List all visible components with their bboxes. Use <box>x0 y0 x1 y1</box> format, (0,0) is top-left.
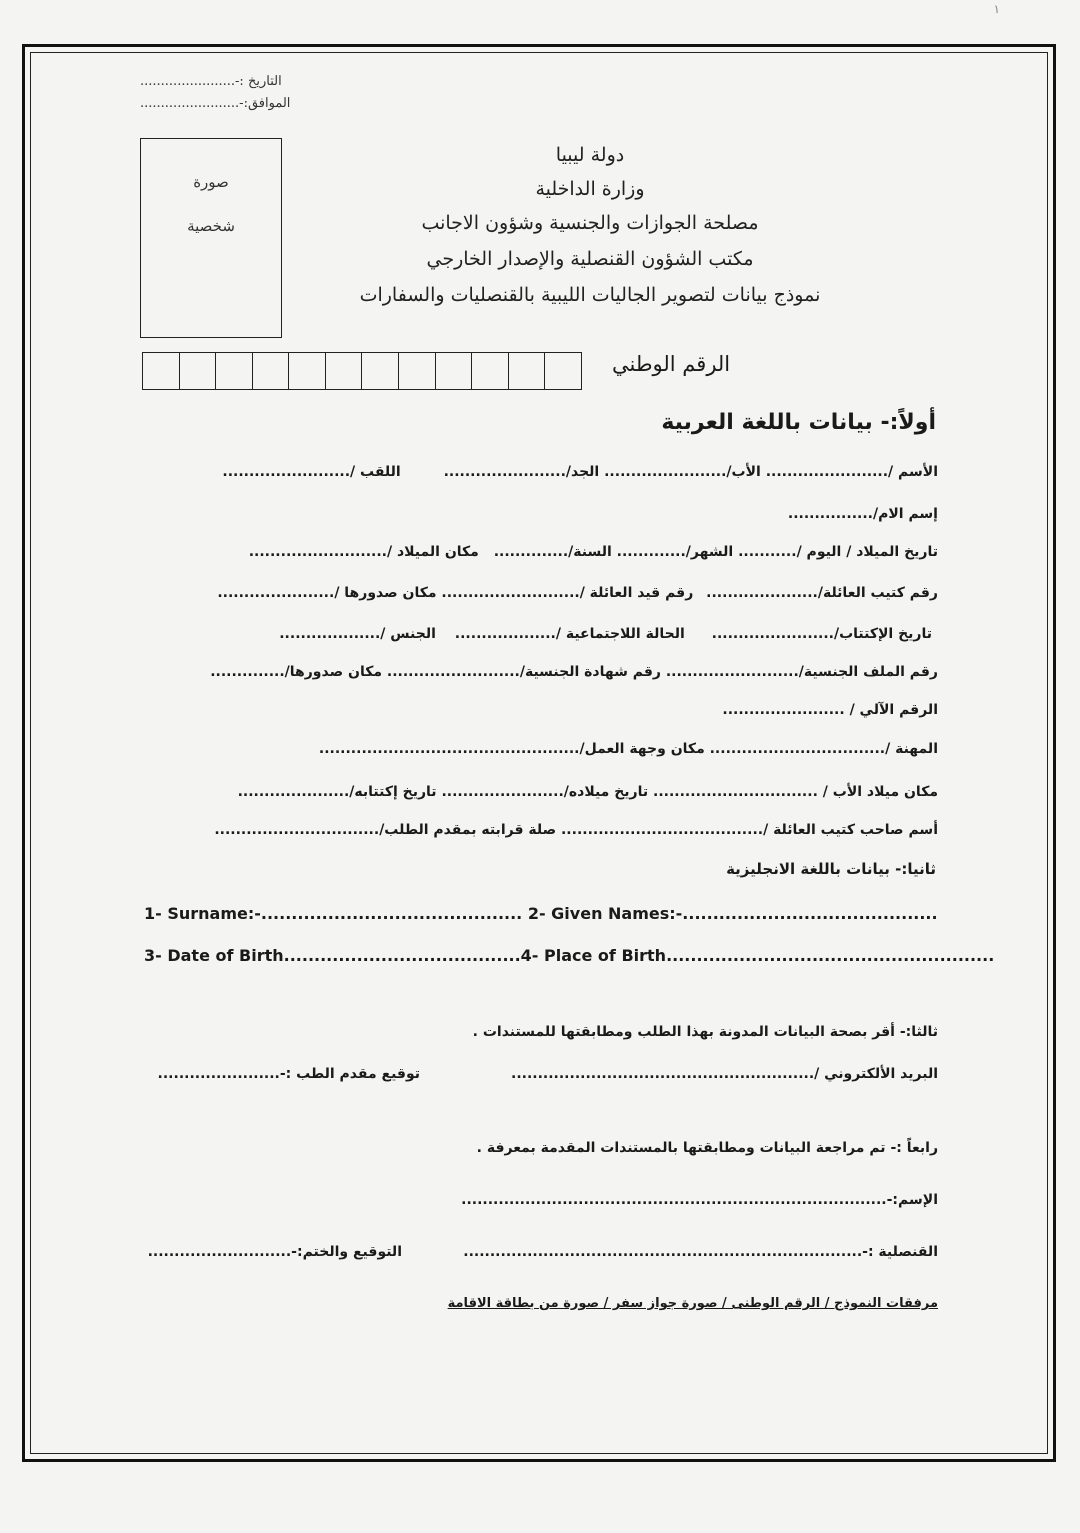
page-corner-mark: ١ <box>993 2 1000 16</box>
mother-name-field[interactable]: إسم الام/................ <box>787 506 938 522</box>
birth-day-field[interactable]: تاريخ الميلاد / اليوم /........... <box>738 544 938 560</box>
reviewer-name-field[interactable]: الإسم:-................................................................................ <box>461 1192 938 1208</box>
family-book-issue-place-field[interactable]: مكان صدورها /...................... <box>217 585 437 601</box>
row-book-holder[interactable] <box>214 822 938 838</box>
header-form-title: نموذج بيانات لتصوير الجاليات الليبية بالقنصليات والسفارات <box>359 284 821 306</box>
photo-label-line2: شخصية <box>187 217 235 235</box>
section1-title: أولاً:- بيانات باللغة العربية <box>661 410 936 435</box>
birth-place-field[interactable]: مكان الميلاد /.......................... <box>248 544 479 560</box>
national-id-label: الرقم الوطني <box>612 352 731 376</box>
header-country: دولة ليبيا <box>555 144 625 166</box>
grandfather-name-field[interactable]: الجد/....................... <box>443 464 600 480</box>
nationality-file-number-field[interactable]: رقم الملف الجنسية/......................... <box>665 664 938 680</box>
row-subscription[interactable] <box>279 626 932 642</box>
marital-status-field[interactable]: الحالة اللاجتماعية /................... <box>454 626 685 642</box>
header-authority: مصلحة الجوازات والجنسية وشؤون الاجانب <box>421 212 759 234</box>
row-automated-number[interactable] <box>722 702 938 718</box>
header-ministry: وزارة الداخلية <box>535 178 645 200</box>
applicant-signature-field[interactable]: توقيع مقدم الطب :-....................... <box>157 1066 420 1082</box>
gender-field[interactable]: الجنس /................... <box>279 626 436 642</box>
birth-month-field[interactable]: الشهر/............. <box>616 544 734 560</box>
birth-year-field[interactable]: السنة/.............. <box>493 544 612 560</box>
automated-number-field[interactable]: الرقم الآلي / ....................... <box>722 702 938 718</box>
workplace-field[interactable]: مكان وجهة العمل/................................................. <box>318 741 705 757</box>
father-birthdate-field[interactable]: تاريخ ميلاده/....................... <box>441 784 649 800</box>
date-field: التاريخ :-....................... <box>140 74 282 89</box>
family-book-number-field[interactable]: رقم كتيب العائلة/..................... <box>706 585 938 601</box>
row-mother[interactable] <box>788 506 938 522</box>
signature-stamp-field[interactable]: التوقيع والختم:-........................... <box>147 1244 402 1260</box>
consulate-field[interactable]: القنصلية :-........................................................................... <box>463 1244 938 1260</box>
row-names[interactable] <box>222 464 938 480</box>
profession-field[interactable]: المهنة /................................. <box>709 741 938 757</box>
row-nationality[interactable] <box>210 664 938 680</box>
photo-label-line1: صورة <box>193 173 229 191</box>
family-record-number-field[interactable]: رقم قيد العائلة /.......................... <box>441 585 694 601</box>
row-birth[interactable] <box>249 544 938 560</box>
national-id-boxes[interactable] <box>142 352 582 390</box>
photo-box <box>140 138 282 338</box>
email-field[interactable]: البريد الألكتروني /......................................................... <box>511 1066 938 1082</box>
family-book-holder-field[interactable]: أسم صاحب كتيب العائلة /...................................... <box>560 822 938 838</box>
row-profession[interactable] <box>319 741 938 757</box>
section2-title: ثانيا:- بيانات باللغة الانجليزية <box>726 860 936 878</box>
subscription-date-field[interactable]: تاريخ الإكتتاب/....................... <box>711 626 932 642</box>
attachments-note: مرفقات النموذج / الرقم الوطنى / صورة جواز سفر / صورة من بطاقة الاقامة <box>447 1296 938 1311</box>
header-office: مكتب الشؤون القنصلية والإصدار الخارجي <box>426 248 754 270</box>
father-name-field[interactable]: الأب/....................... <box>604 464 761 480</box>
nationality-certificate-number-field[interactable]: رقم شهادة الجنسية/......................... <box>386 664 661 680</box>
english-names-row[interactable]: 1- Surname:-........................................... 2- Given Names:-.......................................... <box>144 904 938 923</box>
corresponding-date-field: الموافق:-........................ <box>140 96 291 111</box>
first-name-field[interactable]: الأسم /....................... <box>765 464 938 480</box>
father-birthplace-field[interactable]: مكان ميلاد الأب / ............................... <box>653 784 938 800</box>
english-birth-row[interactable]: 3- Date of Birth.......................................4- Place of Birth...................................................... <box>144 946 995 965</box>
row-father-birth[interactable] <box>238 784 938 800</box>
declaration-text: ثالثا:- أقر بصحة البيانات المدونة بهذا الطلب ومطابقتها للمستندات . <box>472 1024 938 1040</box>
relation-to-applicant-field[interactable]: صلة قرابته بمقدم الطلب/............................... <box>214 822 557 838</box>
father-subscription-date-field[interactable]: تاريخ إكتتابه/..................... <box>237 784 437 800</box>
certificate-issue-place-field[interactable]: مكان صدورها/.............. <box>210 664 383 680</box>
review-text: رابعاً :- تم مراجعة البيانات ومطابقتها بالمستندات المقدمة بمعرفة . <box>476 1140 938 1156</box>
row-family-book[interactable] <box>217 585 938 601</box>
surname-field[interactable]: اللقب /........................ <box>222 464 401 480</box>
